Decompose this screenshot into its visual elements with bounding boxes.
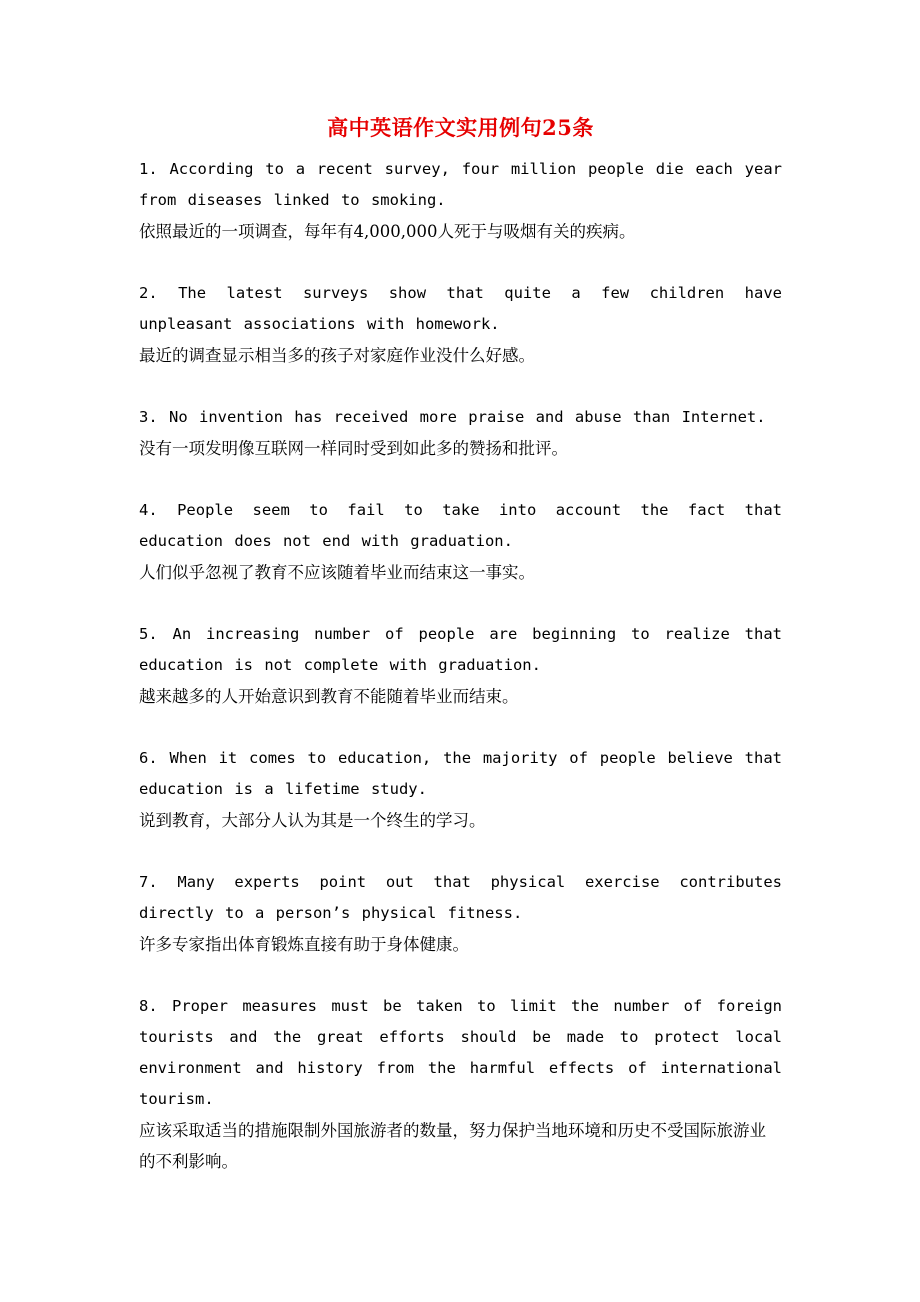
chinese-translation: 越来越多的人开始意识到教育不能随着毕业而结束。: [139, 687, 519, 706]
english-sentence: 6. When it comes to education, the majority of people believe that education is a lifetime study.: [139, 749, 782, 798]
english-sentence: 5. An increasing number of people are beginning to realize that education is not complete with graduation.: [139, 625, 782, 674]
english-sentence: 4. People seem to fail to take into account the fact that education does not end with graduation.: [139, 501, 782, 550]
chinese-translation: 依照最近的一项调查，每年有4,000,000人死于与吸烟有关的疾病。: [139, 222, 636, 241]
sentence-item-6: [139, 743, 782, 836]
english-sentence: 7. Many experts point out that physical exercise contributes directly to a person’s physical fitness.: [139, 873, 782, 922]
document-title: 高中英语作文实用例句25条: [327, 115, 594, 140]
english-sentence: 8. Proper measures must be taken to limit the number of foreign tourists and the great efforts should be made to protect local environment and history from the harmful effects of international tourism.: [139, 997, 782, 1108]
chinese-translation: 人们似乎忽视了教育不应该随着毕业而结束这一事实。: [139, 563, 535, 582]
sentence-item-3: [139, 402, 782, 464]
sentence-item-7: [139, 867, 782, 960]
chinese-translation: 最近的调查显示相当多的孩子对家庭作业没什么好感。: [139, 346, 535, 365]
chinese-translation: 许多专家指出体育锻炼直接有助于身体健康。: [139, 935, 469, 954]
english-sentence: 2. The latest surveys show that quite a few children have unpleasant associations with homework.: [139, 284, 782, 333]
sentence-item-5: [139, 619, 782, 712]
chinese-translation: 没有一项发明像互联网一样同时受到如此多的赞扬和批评。: [139, 439, 568, 458]
chinese-translation: 应该采取适当的措施限制外国旅游者的数量，努力保护当地环境和历史不受国际旅游业的不利影响。: [139, 1121, 766, 1171]
english-sentence: 1. According to a recent survey, four million people die each year from diseases linked to smoking.: [139, 160, 782, 209]
sentence-item-4: [139, 495, 782, 588]
document-page: [139, 108, 782, 1208]
sentence-item-1: [139, 154, 782, 247]
chinese-translation: 说到教育，大部分人认为其是一个终生的学习。: [139, 811, 486, 830]
sentence-item-2: [139, 278, 782, 371]
english-sentence: 3. No invention has received more praise and abuse than Internet.: [139, 408, 766, 426]
sentence-item-8: [139, 991, 782, 1177]
